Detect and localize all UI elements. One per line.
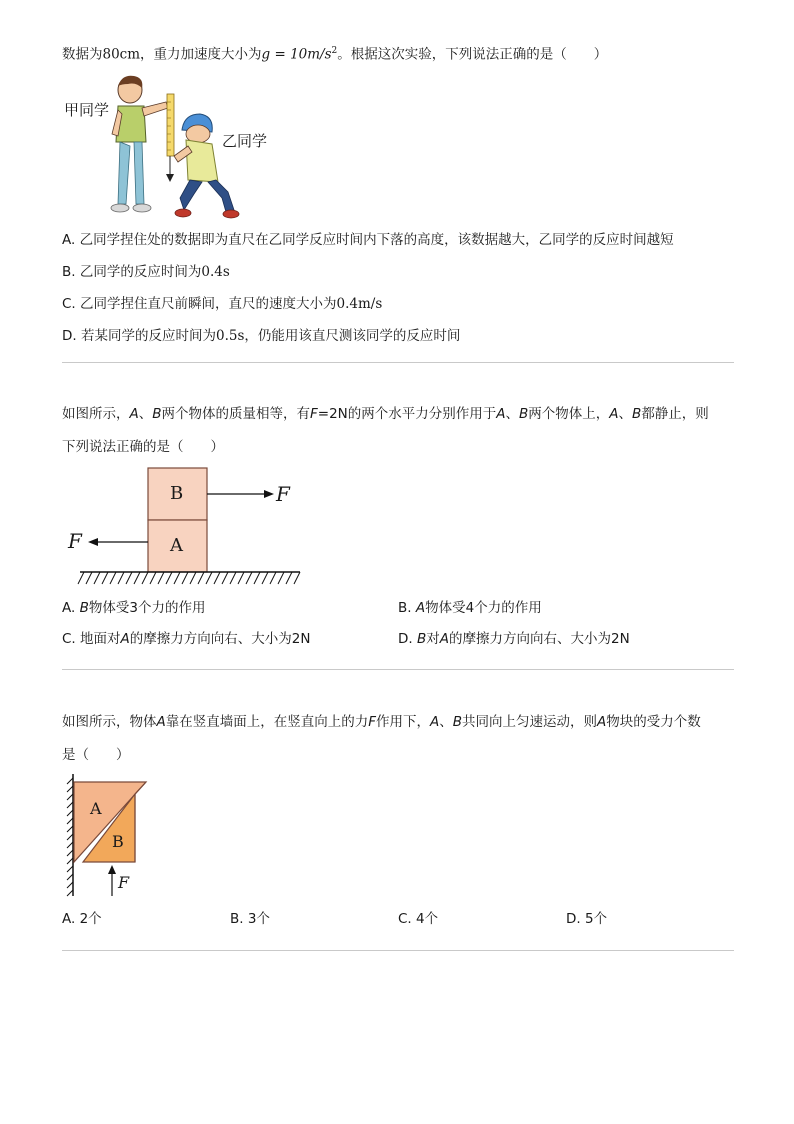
q3-stem-part: 、: [439, 714, 453, 730]
q1-option-c[interactable]: [62, 296, 382, 313]
q1-option-b[interactable]: [62, 264, 230, 281]
option-value: 0.4m/s: [336, 296, 383, 312]
q2-stem-var: B: [152, 406, 162, 422]
q1-option-d[interactable]: [62, 328, 460, 345]
q2-stem-var: A: [496, 406, 506, 422]
option-text: 的摩擦力方向向右、大小为2N: [129, 631, 311, 647]
option-text: 物体受4个力的作用: [425, 600, 542, 616]
option-text: 的摩擦力方向向右、大小为2N: [449, 631, 630, 647]
option-text: 乙同学捏住直尺前瞬间，直尺的速度大小为: [80, 296, 337, 312]
option-mid: 对: [426, 631, 440, 647]
q2-stem-var: A: [129, 406, 139, 422]
q2-option-a[interactable]: [62, 600, 205, 617]
label-student-yi: 乙同学: [222, 132, 268, 150]
q2-stem-var: A: [609, 406, 619, 422]
q3-option-a[interactable]: [62, 911, 102, 928]
q3-stem-part: 作用下，: [376, 714, 431, 730]
option-text: 4个: [416, 911, 439, 927]
q2-option-d[interactable]: [398, 631, 630, 648]
q3-stem-part: 靠在竖直墙面上，在竖直向上的力: [165, 714, 369, 730]
q3-stem-part: 物块的受力个数: [606, 714, 701, 730]
option-var: B: [416, 631, 427, 647]
q3-stem-part: 如图所示，物体: [62, 714, 157, 730]
q2-stem-var: B: [519, 406, 529, 422]
option-text: 3个: [247, 911, 270, 927]
option-text: 乙同学的反应时间为: [79, 264, 202, 280]
q2-stem-part: 、: [618, 406, 633, 422]
option-text: 物体受3个力的作用: [88, 600, 206, 616]
q1-stem-prefix: 数据为: [62, 46, 103, 63]
option-letter: C.: [62, 631, 76, 647]
q2-stem-line2: 下列说法正确的是（ ）: [62, 439, 224, 455]
wall-hatching: [67, 778, 73, 896]
block-b-label: B: [170, 483, 184, 504]
option-text: 若某同学的反应时间为: [80, 328, 216, 344]
q2-option-b[interactable]: [398, 600, 542, 617]
q1-stem-suffix: 。根据这次实验，下列说法正确的是（ ）: [337, 46, 608, 63]
q2-stem-var: F: [310, 406, 318, 422]
option-text: 5个: [584, 911, 608, 927]
q3-option-d[interactable]: [566, 911, 607, 928]
divider-2: [62, 669, 734, 670]
arrow-right-head: [264, 490, 274, 498]
q2-stem-part: 两个物体上，: [528, 406, 610, 422]
q3-stem-line2: 是（ ）: [62, 747, 130, 763]
force-label-right: F: [276, 482, 290, 506]
wedge-a-label: A: [90, 799, 102, 818]
q2-stem-part: 如图所示，: [62, 406, 130, 422]
option-letter: D.: [566, 911, 581, 927]
q3-stem-part: 共同向上匀速运动，则: [462, 714, 598, 730]
q1-stem-value: 80cm: [102, 46, 141, 63]
option-var: A: [415, 600, 426, 616]
option-letter: B.: [398, 600, 412, 616]
q2-stem-var: B: [632, 406, 642, 422]
arrow-left-head: [88, 538, 98, 546]
divider-3: [62, 950, 734, 951]
option-tail: ，仍能用该直尺测该同学的反应时间: [244, 328, 461, 344]
q3-stem-var: B: [452, 714, 463, 730]
option-var: B: [79, 600, 89, 616]
q3-stem-line1: [62, 714, 701, 731]
option-letter: A.: [62, 911, 76, 927]
option-letter: A.: [62, 600, 76, 616]
option-letter: D.: [62, 328, 77, 344]
q3-stem-var: F: [368, 714, 377, 730]
option-value: 0.5s: [215, 328, 245, 344]
q2-option-c[interactable]: [62, 631, 310, 648]
option-pre: 地面对: [80, 631, 121, 647]
q2-stem-part: 、: [505, 406, 520, 422]
q3-option-c[interactable]: [398, 911, 438, 928]
q3-stem-var: A: [597, 714, 607, 730]
q1-stem: [62, 46, 607, 63]
option-letter: D.: [398, 631, 413, 647]
force-label-up: F: [118, 873, 130, 892]
q1-stem-sup: 2: [331, 46, 338, 56]
student-jia-figure: [111, 76, 168, 212]
q2-figure: [62, 464, 312, 590]
option-text: 2个: [79, 911, 102, 927]
wedge-b-label: B: [112, 832, 124, 851]
option-text: 乙同学捏住处的数据即为直尺在乙同学反应时间内下落的高度，该数据越大，乙同学的反应时间越短: [79, 232, 674, 248]
q2-stem-line1: [62, 406, 709, 423]
stacked-blocks-diagram: [62, 464, 312, 590]
ground-hatching: [78, 572, 300, 584]
divider-1: [62, 362, 734, 363]
ruler-figure: [166, 94, 174, 182]
option-letter: C.: [398, 911, 412, 927]
q2-stem-part: 、: [138, 406, 153, 422]
force-label-left: F: [68, 529, 82, 553]
option-var: A: [120, 631, 130, 647]
q2-stem-part: 两个物体的质量相等，有: [161, 406, 311, 422]
block-a-label: A: [170, 535, 183, 556]
q3-stem-var: A: [156, 714, 166, 730]
option-value: 0.4s: [201, 264, 230, 280]
q1-option-a[interactable]: [62, 232, 674, 249]
q2-stem-part: 都静止，则: [641, 406, 709, 422]
option-var: A: [439, 631, 449, 647]
q2-stem-part: =2N的两个水平力分别作用于: [317, 406, 497, 422]
option-letter: C.: [62, 296, 76, 312]
force-arrow-up-head: [108, 865, 116, 874]
q1-stem-formula: g = 10m/s: [261, 46, 332, 63]
q1-stem-mid: ，重力加速度大小为: [140, 46, 262, 63]
option-letter: B.: [230, 911, 244, 927]
option-letter: A.: [62, 232, 76, 248]
label-student-jia: 甲同学: [64, 101, 110, 119]
option-letter: B.: [62, 264, 76, 280]
q3-stem-var: A: [430, 714, 440, 730]
q3-option-b[interactable]: [230, 911, 270, 928]
